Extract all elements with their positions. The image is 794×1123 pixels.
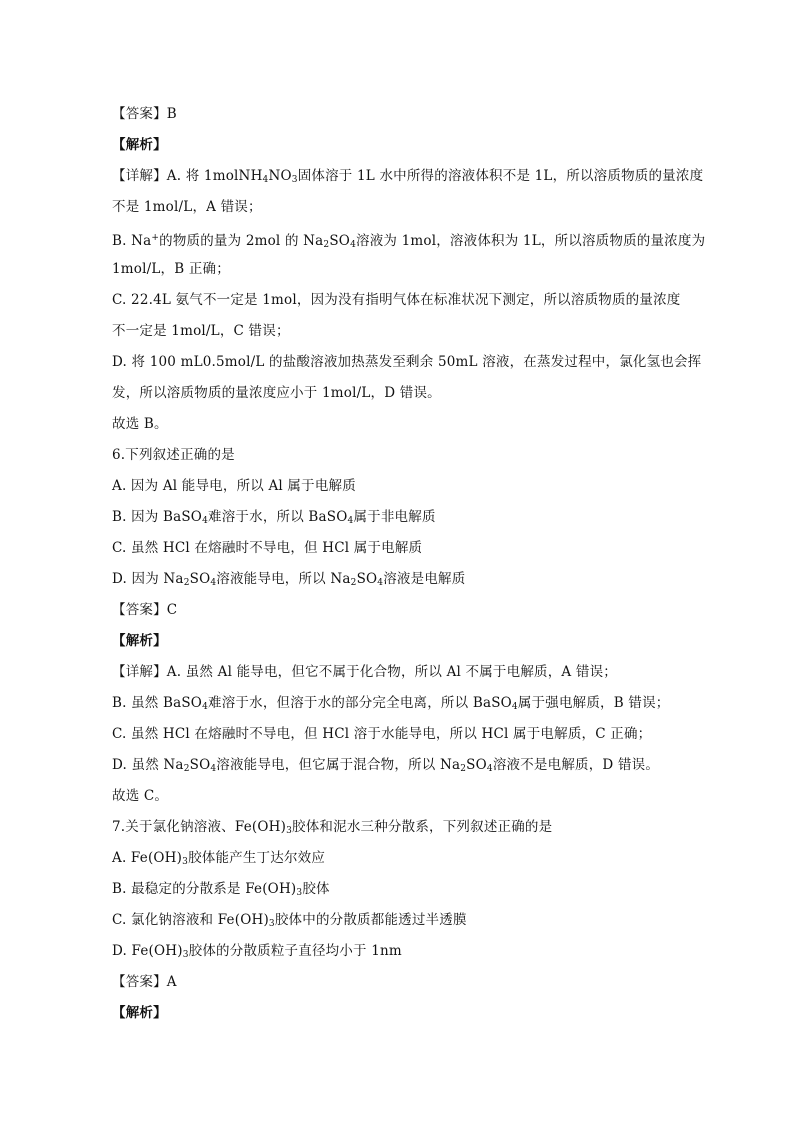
detail-q6-c: C. 虽然 HCl 在熔融时不导电，但 HCl 溶于水能导电，所以 HCl 属于电解质，C 正确； xyxy=(112,726,652,742)
option-q6-b: B. 因为 BaSO$_4$难溶于水，所以 BaSO$_4$属于非电解质 xyxy=(112,509,436,526)
detail-q5-a-line1: 【详解】A. 将 $1molNH_4NO_3$固体溶于 1L 水中所得的溶液体积不是 1L，所以溶质物质的量浓度 xyxy=(112,168,704,185)
option-q7-c: C. 氯化钠溶液和 $Fe(OH)_3$胶体中的分散质都能透过半透膜 xyxy=(112,912,467,929)
conclusion-q5: 故选 B。 xyxy=(112,416,168,432)
detail-q5-c-line2: 不一定是 1mol/L，C 错误； xyxy=(112,323,290,339)
question-stem-q6: 6.下列叙述正确的是 xyxy=(112,447,235,463)
conclusion-q6: 故选 C。 xyxy=(112,788,169,804)
detail-q5-d-line2: 发，所以溶质物质的量浓度应小于 1mol/L，D 错误。 xyxy=(112,385,441,401)
analysis-label-q7: 【解析】 xyxy=(112,1005,167,1021)
answer-label-q6: 【答案】C xyxy=(112,602,178,618)
analysis-label-q5: 【解析】 xyxy=(112,137,167,153)
option-q7-b: B. 最稳定的分散系是 $Fe(OH)_3$胶体 xyxy=(112,881,330,898)
option-q7-d: D. $Fe(OH)_3$胶体的分散质粒子直径均小于 1nm xyxy=(112,943,402,960)
detail-q5-c-line1: C. 22.4L 氨气不一定是 1mol，因为没有指明气体在标准状况下测定，所以溶质物质的量浓度 xyxy=(112,292,681,308)
detail-q5-a-line2: 不是 1mol/L，A 错误； xyxy=(112,199,262,215)
detail-q6-b: B. 虽然 BaSO$_4$难溶于水，但溶于水的部分完全电离，所以 BaSO$_4$属于强电解质，B 错误； xyxy=(112,695,670,712)
detail-q5-b-line1: B. Na+的物质的量为 2mol 的 $Na_2SO_4$溶液为 1mol，溶液体积为 1L，所以溶质物质的量浓度为 xyxy=(112,233,706,250)
detail-q5-d-line1: D. 将 100 mL0.5mol/L 的盐酸溶液加热蒸发至剩余 50mL 溶液，在蒸发过程中，氯化氢也会挥 xyxy=(112,354,702,370)
detail-q6-a: 【详解】A. 虽然 Al 能导电，但它不属于化合物，所以 Al 不属于电解质，A 错误； xyxy=(112,664,617,680)
option-q7-a: A. $Fe(OH)_3$胶体能产生丁达尔效应 xyxy=(112,850,326,867)
analysis-label-q6: 【解析】 xyxy=(112,633,167,649)
document-page xyxy=(112,102,706,1032)
option-q6-a: A. 因为 Al 能导电，所以 Al 属于电解质 xyxy=(112,478,356,494)
question-stem-q7: 7.关于氯化钠溶液、$Fe(OH)_3$胶体和泥水三种分散系，下列叙述正确的是 xyxy=(112,819,553,836)
option-q6-d: D. 因为 $Na_2SO_4$溶液能导电，所以 $Na_2SO_4$溶液是电解质 xyxy=(112,571,466,588)
option-q6-c: C. 虽然 HCl 在熔融时不导电，但 HCl 属于电解质 xyxy=(112,540,423,556)
answer-label-q7: 【答案】A xyxy=(112,974,177,990)
detail-q6-d: D. 虽然 $Na_2SO_4$溶液能导电，但它属于混合物，所以 $Na_2SO_4$溶液不是电解质，D 错误。 xyxy=(112,757,660,774)
answer-label-q5: 【答案】B xyxy=(112,106,177,122)
detail-q5-b-line2: 1mol/L，B 正确； xyxy=(112,261,230,277)
